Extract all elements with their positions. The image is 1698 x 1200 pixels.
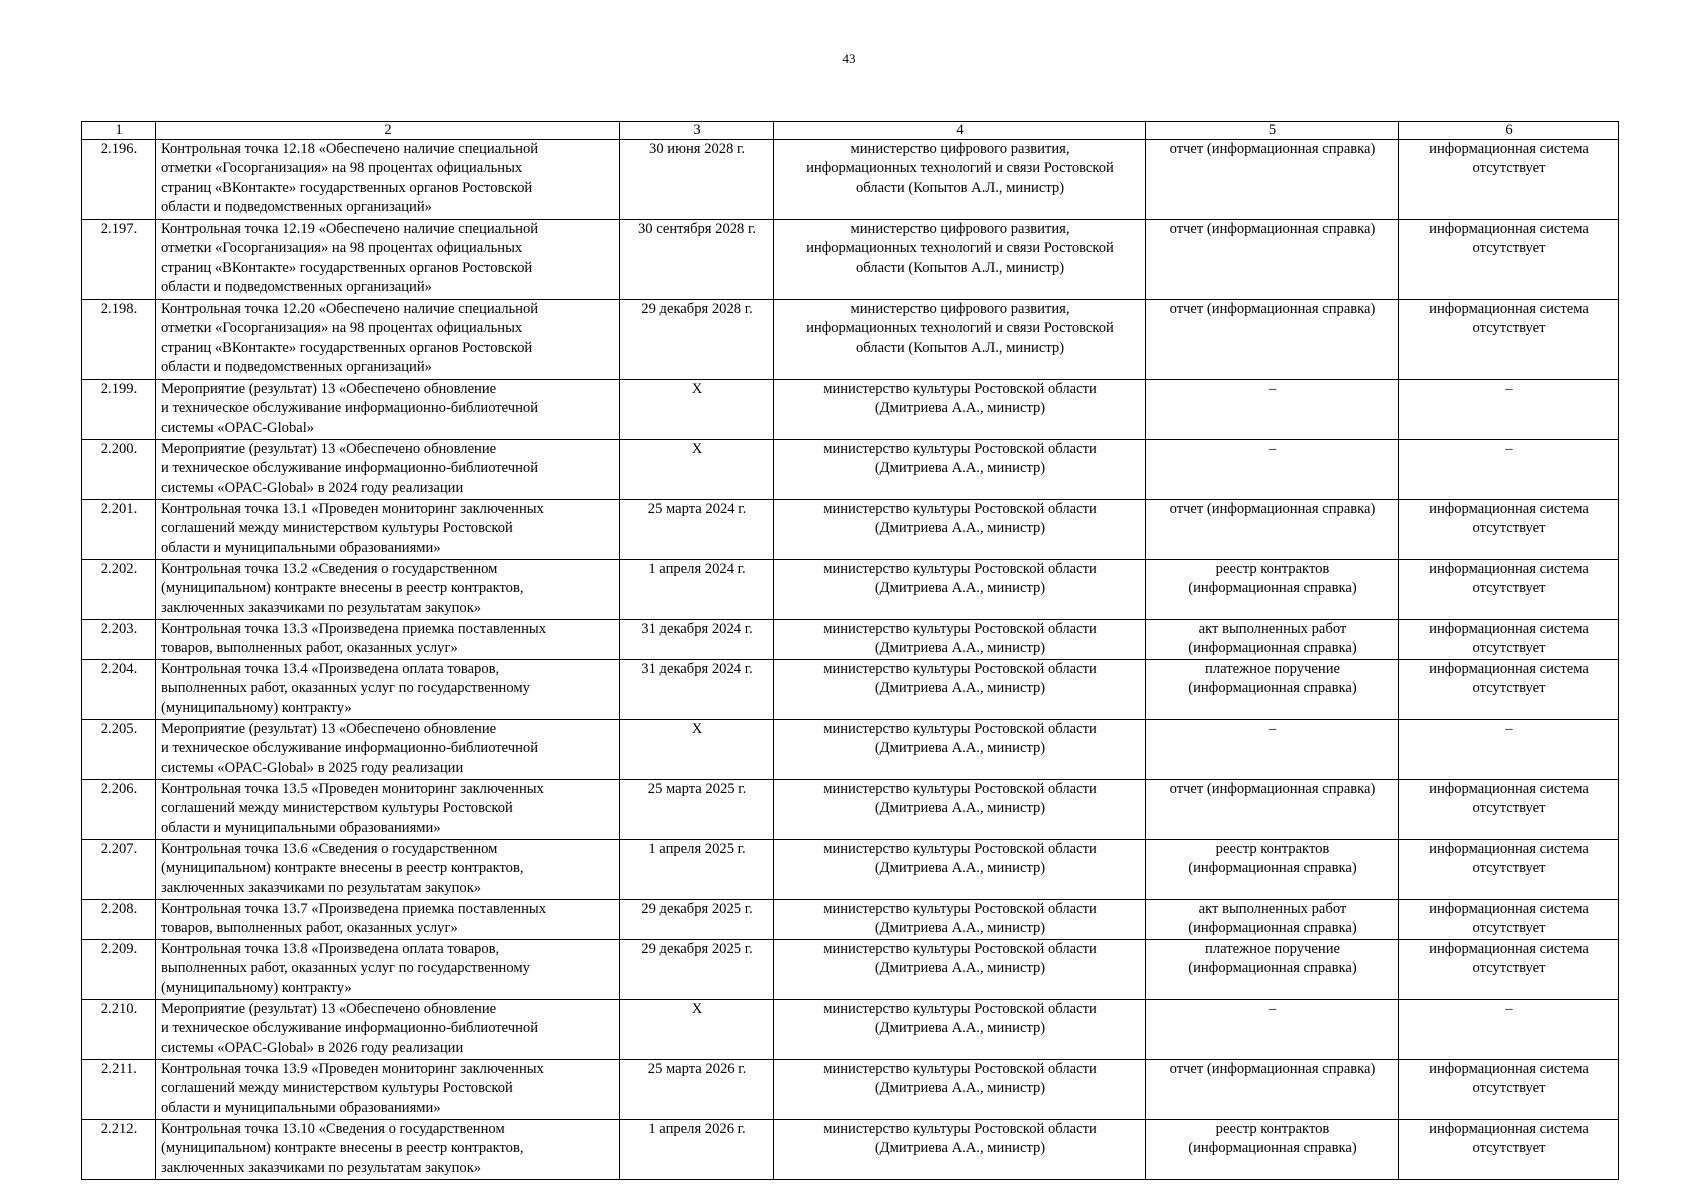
table-row: [82, 220, 1619, 300]
information-system-cell: [1399, 780, 1619, 840]
confirming-document-line: (информационная справка): [1188, 920, 1357, 937]
column-header: 3: [620, 122, 774, 140]
column-header: 5: [1146, 122, 1399, 140]
item-name-line: Контрольная точка 13.8 «Произведена оплата товаров,: [161, 941, 500, 957]
information-system-cell: [1399, 620, 1619, 660]
responsible-executor-cell: [774, 660, 1146, 720]
deadline-line: 29 декабря 2025 г.: [641, 901, 753, 917]
information-system-line: информационная система: [1429, 561, 1589, 577]
responsible-executor-line: (Дмитриева А.А., министр): [874, 520, 1046, 537]
item-name-line: (муниципальном) контракте внесены в реестр контрактов,: [161, 1140, 524, 1157]
deadline-cell: [620, 1000, 774, 1060]
table-row: [82, 780, 1619, 840]
confirming-document-cell: [1146, 1000, 1399, 1060]
page-number: 43: [842, 51, 856, 66]
row-number-cell: 2.199.: [82, 380, 156, 440]
item-name-cell: [156, 380, 620, 440]
item-name-cell: [156, 560, 620, 620]
deadline-line: 31 декабря 2024 г.: [641, 621, 753, 637]
confirming-document-cell: [1146, 1120, 1399, 1180]
information-system-line: информационная система: [1429, 841, 1589, 857]
item-name-cell: [156, 300, 620, 380]
deadline-line: 25 марта 2024 г.: [647, 501, 747, 517]
table-row: [82, 140, 1619, 220]
responsible-executor-line: (Дмитриева А.А., министр): [874, 1140, 1046, 1157]
information-system-cell: [1399, 900, 1619, 940]
information-system-cell: [1399, 140, 1619, 220]
item-name-line: области и муниципальными образованиями»: [161, 539, 441, 556]
responsible-executor-line: области (Копытов А.Л., министр): [855, 339, 1065, 356]
deadline-cell: [620, 620, 774, 660]
responsible-executor-line: (Дмитриева А.А., министр): [874, 460, 1046, 477]
responsible-executor-line: министерство культуры Ростовской области: [823, 661, 1097, 677]
responsible-executor-line: области (Копытов А.Л., министр): [855, 179, 1065, 196]
confirming-document-line: отчет (информационная справка): [1169, 301, 1376, 317]
information-system-line: информационная система: [1429, 901, 1589, 917]
deadline-line: 30 июня 2028 г.: [649, 141, 745, 157]
responsible-executor-cell: [774, 1000, 1146, 1060]
confirming-document-line: отчет (информационная справка): [1169, 501, 1376, 517]
information-system-line: –: [1505, 1001, 1513, 1017]
deadline-cell: [620, 220, 774, 300]
responsible-executor-line: министерство культуры Ростовской области: [823, 1001, 1097, 1017]
information-system-line: информационная система: [1429, 141, 1589, 157]
responsible-executor-cell: [774, 300, 1146, 380]
information-system-line: отсутствует: [1472, 240, 1546, 257]
item-name-line: выполненных работ, оказанных услуг по государственному: [161, 680, 530, 697]
item-name-line: соглашений между министерством культуры Ростовской: [161, 520, 513, 537]
row-number-cell: 2.208.: [82, 900, 156, 940]
confirming-document-line: отчет (информационная справка): [1169, 781, 1376, 797]
responsible-executor-line: (Дмитриева А.А., министр): [874, 860, 1046, 877]
responsible-executor-cell: [774, 780, 1146, 840]
information-system-cell: [1399, 1000, 1619, 1060]
responsible-executor-cell: [774, 220, 1146, 300]
item-name-line: области и подведомственных организаций»: [161, 278, 432, 295]
deadline-cell: [620, 660, 774, 720]
row-number-cell: 2.201.: [82, 500, 156, 560]
item-name-line: Контрольная точка 13.10 «Сведения о государственном: [161, 1121, 505, 1137]
item-name-line: соглашений между министерством культуры Ростовской: [161, 1080, 513, 1097]
responsible-executor-cell: [774, 440, 1146, 500]
information-system-line: –: [1505, 721, 1513, 737]
table-row: [82, 1120, 1619, 1180]
deadline-cell: [620, 500, 774, 560]
information-system-line: информационная система: [1429, 621, 1589, 637]
control-points-table: [81, 121, 1619, 1180]
responsible-executor-line: министерство цифрового развития,: [850, 221, 1070, 237]
column-number-header-row: [82, 122, 1619, 140]
responsible-executor-line: области (Копытов А.Л., министр): [855, 259, 1065, 276]
column-header: 2: [156, 122, 620, 140]
confirming-document-cell: [1146, 660, 1399, 720]
item-name-line: соглашений между министерством культуры Ростовской: [161, 800, 513, 817]
deadline-line: 25 марта 2025 г.: [647, 781, 747, 797]
item-name-line: системы «OPAC-Global» в 2026 году реализации: [161, 1039, 464, 1056]
item-name-line: системы «OPAC-Global»: [161, 419, 315, 436]
table-row: [82, 380, 1619, 440]
responsible-executor-line: (Дмитриева А.А., министр): [874, 580, 1046, 597]
item-name-line: Контрольная точка 13.5 «Проведен мониторинг заключенных: [161, 781, 544, 797]
item-name-cell: [156, 1000, 620, 1060]
responsible-executor-line: (Дмитриева А.А., министр): [874, 640, 1046, 657]
row-number-cell: 2.196.: [82, 140, 156, 220]
responsible-executor-line: министерство культуры Ростовской области: [823, 1061, 1097, 1077]
item-name-line: области и подведомственных организаций»: [161, 358, 432, 375]
item-name-line: Мероприятие (результат) 13 «Обеспечено обновление: [161, 721, 497, 737]
item-name-cell: [156, 900, 620, 940]
responsible-executor-line: министерство цифрового развития,: [850, 301, 1070, 317]
confirming-document-line: реестр контрактов: [1215, 561, 1330, 577]
responsible-executor-line: информационных технологий и связи Ростовской: [806, 320, 1114, 337]
responsible-executor-cell: [774, 1060, 1146, 1120]
confirming-document-line: –: [1268, 381, 1277, 397]
deadline-cell: [620, 140, 774, 220]
information-system-line: информационная система: [1429, 1061, 1589, 1077]
information-system-cell: [1399, 500, 1619, 560]
item-name-line: (муниципальному) контракту»: [161, 979, 352, 996]
item-name-cell: [156, 220, 620, 300]
row-number-cell: 2.212.: [82, 1120, 156, 1180]
item-name-line: (муниципальном) контракте внесены в реестр контрактов,: [161, 860, 524, 877]
item-name-line: отметки «Госорганизация» на 98 процентах официальных: [161, 160, 523, 177]
responsible-executor-line: министерство культуры Ростовской области: [823, 781, 1097, 797]
confirming-document-cell: [1146, 940, 1399, 1000]
information-system-cell: [1399, 660, 1619, 720]
confirming-document-cell: [1146, 900, 1399, 940]
confirming-document-cell: [1146, 440, 1399, 500]
item-name-line: (муниципальному) контракту»: [161, 699, 352, 716]
row-number-cell: 2.197.: [82, 220, 156, 300]
deadline-line: Х: [691, 721, 703, 737]
item-name-line: Контрольная точка 13.2 «Сведения о государственном: [161, 561, 498, 577]
item-name-line: отметки «Госорганизация» на 98 процентах официальных: [161, 240, 523, 257]
deadline-line: Х: [691, 381, 703, 397]
item-name-line: Мероприятие (результат) 13 «Обеспечено обновление: [161, 381, 497, 397]
information-system-line: отсутствует: [1472, 800, 1546, 817]
item-name-cell: [156, 140, 620, 220]
deadline-cell: [620, 1120, 774, 1180]
table-row: [82, 620, 1619, 660]
item-name-line: отметки «Госорганизация» на 98 процентах официальных: [161, 320, 523, 337]
information-system-cell: [1399, 380, 1619, 440]
confirming-document-line: реестр контрактов: [1215, 1121, 1330, 1137]
deadline-cell: [620, 720, 774, 780]
responsible-executor-cell: [774, 560, 1146, 620]
responsible-executor-line: (Дмитриева А.А., министр): [874, 1020, 1046, 1037]
confirming-document-cell: [1146, 300, 1399, 380]
confirming-document-cell: [1146, 140, 1399, 220]
responsible-executor-cell: [774, 840, 1146, 900]
information-system-cell: [1399, 720, 1619, 780]
column-header: 6: [1399, 122, 1619, 140]
row-number-cell: 2.204.: [82, 660, 156, 720]
item-name-line: Контрольная точка 13.1 «Проведен мониторинг заключенных: [161, 501, 544, 517]
information-system-line: информационная система: [1429, 781, 1589, 797]
item-name-cell: [156, 780, 620, 840]
table-row: [82, 560, 1619, 620]
table-row: [82, 900, 1619, 940]
item-name-cell: [156, 940, 620, 1000]
item-name-cell: [156, 440, 620, 500]
information-system-line: отсутствует: [1472, 1140, 1546, 1157]
item-name-line: заключенных заказчиками по результатам закупок»: [161, 879, 482, 896]
responsible-executor-cell: [774, 140, 1146, 220]
responsible-executor-line: информационных технологий и связи Ростовской: [806, 240, 1114, 257]
responsible-executor-line: министерство культуры Ростовской области: [823, 441, 1097, 457]
table-row: [82, 1060, 1619, 1120]
item-name-line: области и муниципальными образованиями»: [161, 1099, 441, 1116]
deadline-cell: [620, 900, 774, 940]
row-number-cell: 2.206.: [82, 780, 156, 840]
item-name-line: выполненных работ, оказанных услуг по государственному: [161, 960, 530, 977]
information-system-line: отсутствует: [1472, 580, 1546, 597]
deadline-line: 25 марта 2026 г.: [647, 1061, 747, 1077]
confirming-document-line: отчет (информационная справка): [1169, 141, 1376, 157]
row-number-cell: 2.210.: [82, 1000, 156, 1060]
confirming-document-cell: [1146, 380, 1399, 440]
item-name-line: и техническое обслуживание информационно-библиотечной: [161, 1020, 539, 1037]
information-system-cell: [1399, 220, 1619, 300]
responsible-executor-line: министерство культуры Ростовской области: [823, 561, 1097, 577]
responsible-executor-cell: [774, 620, 1146, 660]
confirming-document-cell: [1146, 500, 1399, 560]
item-name-line: и техническое обслуживание информационно-библиотечной: [161, 460, 539, 477]
information-system-line: отсутствует: [1472, 160, 1546, 177]
information-system-cell: [1399, 440, 1619, 500]
information-system-line: –: [1505, 381, 1513, 397]
responsible-executor-cell: [774, 380, 1146, 440]
item-name-line: страниц «ВКонтакте» государственных органов Ростовской: [161, 179, 533, 196]
responsible-executor-line: (Дмитриева А.А., министр): [874, 960, 1046, 977]
responsible-executor-cell: [774, 500, 1146, 560]
item-name-line: Контрольная точка 13.7 «Произведена приемка поставленных: [161, 901, 547, 917]
responsible-executor-line: министерство культуры Ростовской области: [823, 381, 1097, 397]
item-name-line: системы «OPAC-Global» в 2024 году реализации: [161, 479, 464, 496]
item-name-line: товаров, выполненных работ, оказанных услуг»: [161, 920, 458, 937]
confirming-document-line: (информационная справка): [1188, 580, 1357, 597]
item-name-cell: [156, 1060, 620, 1120]
responsible-executor-line: информационных технологий и связи Ростовской: [806, 160, 1114, 177]
deadline-cell: [620, 300, 774, 380]
table-row: [82, 660, 1619, 720]
responsible-executor-line: министерство культуры Ростовской области: [823, 841, 1097, 857]
item-name-line: товаров, выполненных работ, оказанных услуг»: [161, 640, 458, 657]
responsible-executor-line: министерство цифрового развития,: [850, 141, 1070, 157]
confirming-document-line: –: [1268, 721, 1277, 737]
confirming-document-cell: [1146, 720, 1399, 780]
row-number-cell: 2.203.: [82, 620, 156, 660]
item-name-line: области и муниципальными образованиями»: [161, 819, 441, 836]
column-header: 1: [82, 122, 156, 140]
confirming-document-line: (информационная справка): [1188, 1140, 1357, 1157]
confirming-document-line: платежное поручение: [1205, 661, 1340, 677]
row-number-cell: 2.211.: [82, 1060, 156, 1120]
confirming-document-cell: [1146, 780, 1399, 840]
information-system-line: информационная система: [1429, 661, 1589, 677]
item-name-line: Контрольная точка 13.3 «Произведена приемка поставленных: [161, 621, 547, 637]
deadline-line: 29 декабря 2025 г.: [641, 941, 753, 957]
item-name-line: Контрольная точка 12.20 «Обеспечено наличие специальной: [161, 301, 539, 317]
item-name-line: Контрольная точка 12.18 «Обеспечено наличие специальной: [161, 141, 539, 157]
table-row: [82, 300, 1619, 380]
confirming-document-line: –: [1268, 441, 1277, 457]
deadline-line: Х: [691, 441, 703, 457]
information-system-line: отсутствует: [1472, 1080, 1546, 1097]
deadline-line: 31 декабря 2024 г.: [641, 661, 753, 677]
confirming-document-line: (информационная справка): [1188, 960, 1357, 977]
item-name-line: системы «OPAC-Global» в 2025 году реализации: [161, 759, 464, 776]
confirming-document-line: платежное поручение: [1205, 941, 1340, 957]
responsible-executor-cell: [774, 720, 1146, 780]
information-system-line: отсутствует: [1472, 680, 1546, 697]
item-name-line: Контрольная точка 13.6 «Сведения о государственном: [161, 841, 498, 857]
information-system-cell: [1399, 940, 1619, 1000]
confirming-document-cell: [1146, 620, 1399, 660]
deadline-cell: [620, 380, 774, 440]
deadline-line: 1 апреля 2025 г.: [648, 841, 746, 857]
information-system-line: информационная система: [1429, 221, 1589, 237]
confirming-document-line: акт выполненных работ: [1198, 901, 1347, 917]
responsible-executor-line: министерство культуры Ростовской области: [823, 1121, 1097, 1137]
item-name-line: Контрольная точка 12.19 «Обеспечено наличие специальной: [161, 221, 539, 237]
table-row: [82, 440, 1619, 500]
responsible-executor-cell: [774, 1120, 1146, 1180]
information-system-line: отсутствует: [1472, 860, 1546, 877]
table-row: [82, 720, 1619, 780]
information-system-line: отсутствует: [1472, 640, 1546, 657]
information-system-line: –: [1505, 441, 1513, 457]
item-name-cell: [156, 500, 620, 560]
responsible-executor-line: (Дмитриева А.А., министр): [874, 400, 1046, 417]
table-row: [82, 1000, 1619, 1060]
information-system-line: информационная система: [1429, 1121, 1589, 1137]
item-name-line: и техническое обслуживание информационно-библиотечной: [161, 740, 539, 757]
row-number-cell: 2.207.: [82, 840, 156, 900]
confirming-document-line: реестр контрактов: [1215, 841, 1330, 857]
item-name-line: Мероприятие (результат) 13 «Обеспечено обновление: [161, 1001, 497, 1017]
deadline-line: 30 сентября 2028 г.: [638, 221, 756, 237]
confirming-document-line: акт выполненных работ: [1198, 621, 1347, 637]
responsible-executor-cell: [774, 900, 1146, 940]
responsible-executor-line: (Дмитриева А.А., министр): [874, 680, 1046, 697]
information-system-line: информационная система: [1429, 501, 1589, 517]
item-name-cell: [156, 720, 620, 780]
information-system-cell: [1399, 300, 1619, 380]
item-name-line: Контрольная точка 13.4 «Произведена оплата товаров,: [161, 661, 500, 677]
responsible-executor-line: министерство культуры Ростовской области: [823, 721, 1097, 737]
deadline-line: Х: [691, 1001, 703, 1017]
confirming-document-line: (информационная справка): [1188, 680, 1357, 697]
responsible-executor-line: министерство культуры Ростовской области: [823, 901, 1097, 917]
confirming-document-cell: [1146, 840, 1399, 900]
information-system-line: информационная система: [1429, 301, 1589, 317]
item-name-line: страниц «ВКонтакте» государственных органов Ростовской: [161, 339, 533, 356]
responsible-executor-cell: [774, 940, 1146, 1000]
responsible-executor-line: (Дмитриева А.А., министр): [874, 920, 1046, 937]
table-row: [82, 500, 1619, 560]
row-number-cell: 2.202.: [82, 560, 156, 620]
deadline-line: 1 апреля 2026 г.: [648, 1121, 746, 1137]
confirming-document-line: –: [1268, 1001, 1277, 1017]
deadline-cell: [620, 940, 774, 1000]
table-row: [82, 840, 1619, 900]
item-name-cell: [156, 620, 620, 660]
deadline-cell: [620, 780, 774, 840]
responsible-executor-line: (Дмитриева А.А., министр): [874, 1080, 1046, 1097]
row-number-cell: 2.205.: [82, 720, 156, 780]
item-name-line: Контрольная точка 13.9 «Проведен мониторинг заключенных: [161, 1061, 544, 1077]
information-system-cell: [1399, 560, 1619, 620]
item-name-line: области и подведомственных организаций»: [161, 198, 432, 215]
responsible-executor-line: министерство культуры Ростовской области: [823, 941, 1097, 957]
table-row: [82, 940, 1619, 1000]
confirming-document-line: (информационная справка): [1188, 640, 1357, 657]
deadline-line: 29 декабря 2028 г.: [641, 301, 753, 317]
information-system-cell: [1399, 840, 1619, 900]
deadline-line: 1 апреля 2024 г.: [648, 561, 746, 577]
information-system-line: отсутствует: [1472, 920, 1546, 937]
deadline-cell: [620, 560, 774, 620]
confirming-document-line: отчет (информационная справка): [1169, 221, 1376, 237]
item-name-line: и техническое обслуживание информационно-библиотечной: [161, 400, 539, 417]
information-system-line: отсутствует: [1472, 520, 1546, 537]
item-name-line: (муниципальном) контракте внесены в реестр контрактов,: [161, 580, 524, 597]
information-system-line: отсутствует: [1472, 960, 1546, 977]
information-system-cell: [1399, 1120, 1619, 1180]
item-name-cell: [156, 1120, 620, 1180]
information-system-line: отсутствует: [1472, 320, 1546, 337]
item-name-cell: [156, 660, 620, 720]
information-system-cell: [1399, 1060, 1619, 1120]
item-name-cell: [156, 840, 620, 900]
responsible-executor-line: (Дмитриева А.А., министр): [874, 740, 1046, 757]
responsible-executor-line: министерство культуры Ростовской области: [823, 501, 1097, 517]
item-name-line: заключенных заказчиками по результатам закупок»: [161, 599, 482, 616]
deadline-cell: [620, 840, 774, 900]
deadline-cell: [620, 440, 774, 500]
information-system-line: информационная система: [1429, 941, 1589, 957]
responsible-executor-line: (Дмитриева А.А., министр): [874, 800, 1046, 817]
confirming-document-line: (информационная справка): [1188, 860, 1357, 877]
deadline-cell: [620, 1060, 774, 1120]
confirming-document-cell: [1146, 1060, 1399, 1120]
confirming-document-cell: [1146, 220, 1399, 300]
confirming-document-cell: [1146, 560, 1399, 620]
confirming-document-line: отчет (информационная справка): [1169, 1061, 1376, 1077]
row-number-cell: 2.198.: [82, 300, 156, 380]
item-name-line: Мероприятие (результат) 13 «Обеспечено обновление: [161, 441, 497, 457]
row-number-cell: 2.209.: [82, 940, 156, 1000]
responsible-executor-line: министерство культуры Ростовской области: [823, 621, 1097, 637]
item-name-line: страниц «ВКонтакте» государственных органов Ростовской: [161, 259, 533, 276]
column-header: 4: [774, 122, 1146, 140]
row-number-cell: 2.200.: [82, 440, 156, 500]
item-name-line: заключенных заказчиками по результатам закупок»: [161, 1159, 482, 1176]
